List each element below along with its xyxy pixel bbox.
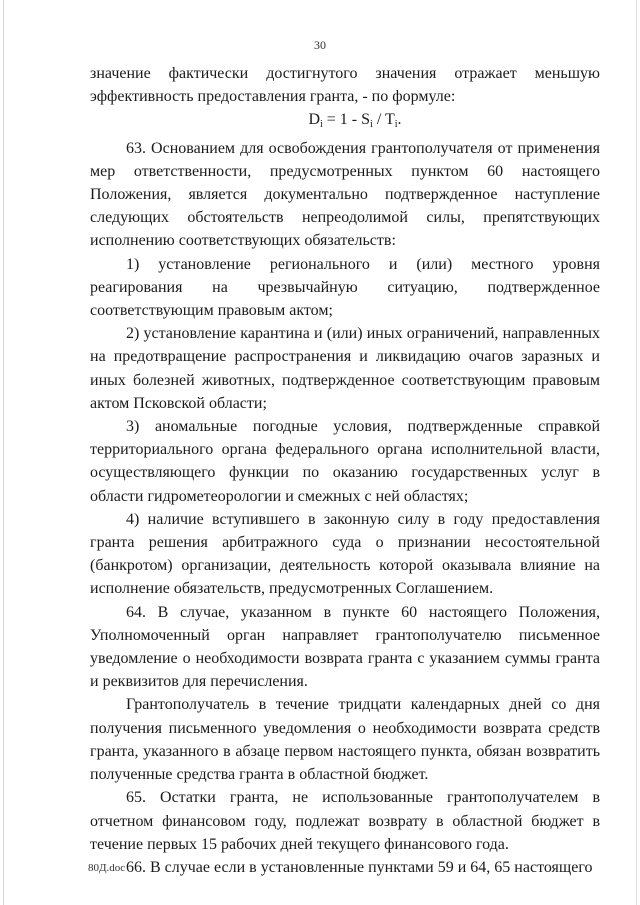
page-number: 30 [314,38,326,52]
formula-lhs: D [308,111,320,129]
list-item-1: 1) установление регионального и (или) местного уровня реагирования на чрезвычайную ситуацию, подтвержденное соответствующим правовым актом; [90,255,600,320]
formula-t-sub: i [394,119,398,131]
formula-lhs-sub: i [320,119,323,131]
footer-filename: 80Д.doc [88,862,126,874]
paragraph-63: 63. Основанием для освобождения грантополучателя от применения мер ответственности, предусмотренных пунктом 60 настоящего Положения, является документально подтвержденное наступление следующих обстоятельств непреодолимой силы, препятствующих исполнению соответствующих обязательств: [90,139,600,250]
document-body [90,62,600,879]
list-item-4: 4) наличие вступившего в законную силу в году предоставления гранта решения арбитражного суда о признании несостоятельной (банкротом) организации, деятельность которой оказывала влияние на исполнение обязательств, предусмотренных Соглашением. [90,510,600,598]
formula-t: T [384,111,395,129]
scan-edge-right [636,0,637,905]
formula-div: / [372,111,385,129]
list-item-2: 2) установление карантина и (или) иных ограничений, направленных на предотвращение распространения и ликвидацию очагов заразных и иных болезней животных, подтвержденное соответствующим правовым актом Псковской области; [90,325,600,412]
formula-end: . [397,111,402,129]
formula-s: S [361,111,371,129]
list-item-3: 3) аномальные погодные условия, подтвержденные справкой территориального органа федерального органа исполнительной власти, осуществляющего функции по оказанию государственных услуг в области гидрометеорологии и смежных с ней областях; [90,418,600,505]
paragraph-65: 65. Остатки гранта, не использованные грантополучателем в отчетном финансовом году, подлежат возврату в областной бюджет в течение первых 15 рабочих дней текущего финансового года. [90,789,600,853]
formula-eq: = 1 - [322,111,362,129]
paragraph-66: 66. В случае если в установленные пунктами 59 и 64, 65 настоящего [126,858,593,876]
formula-s-sub: i [370,119,373,131]
scan-edge-left [3,0,4,905]
formula [90,108,600,136]
paragraph-64-second: Грантополучатель в течение тридцати календарных дней со дня получения письменного уведомления о необходимости возврата средств гранта, указанного в абзаце первом настоящего пункта, обязан возвратить полученные средства гранта в областной бюджет. [90,696,600,784]
formula-intro-paragraph: значение фактически достигнутого значения отражает меньшую эффективность предоставления гранта, - по формуле: [90,65,600,106]
paragraph-64: 64. В случае, указанном в пункте 60 настоящего Положения, Уполномоченный орган направляет грантополучателю письменное уведомление о необходимости возврата гранта с указанием суммы гранта и реквизитов для перечисления. [90,603,600,691]
